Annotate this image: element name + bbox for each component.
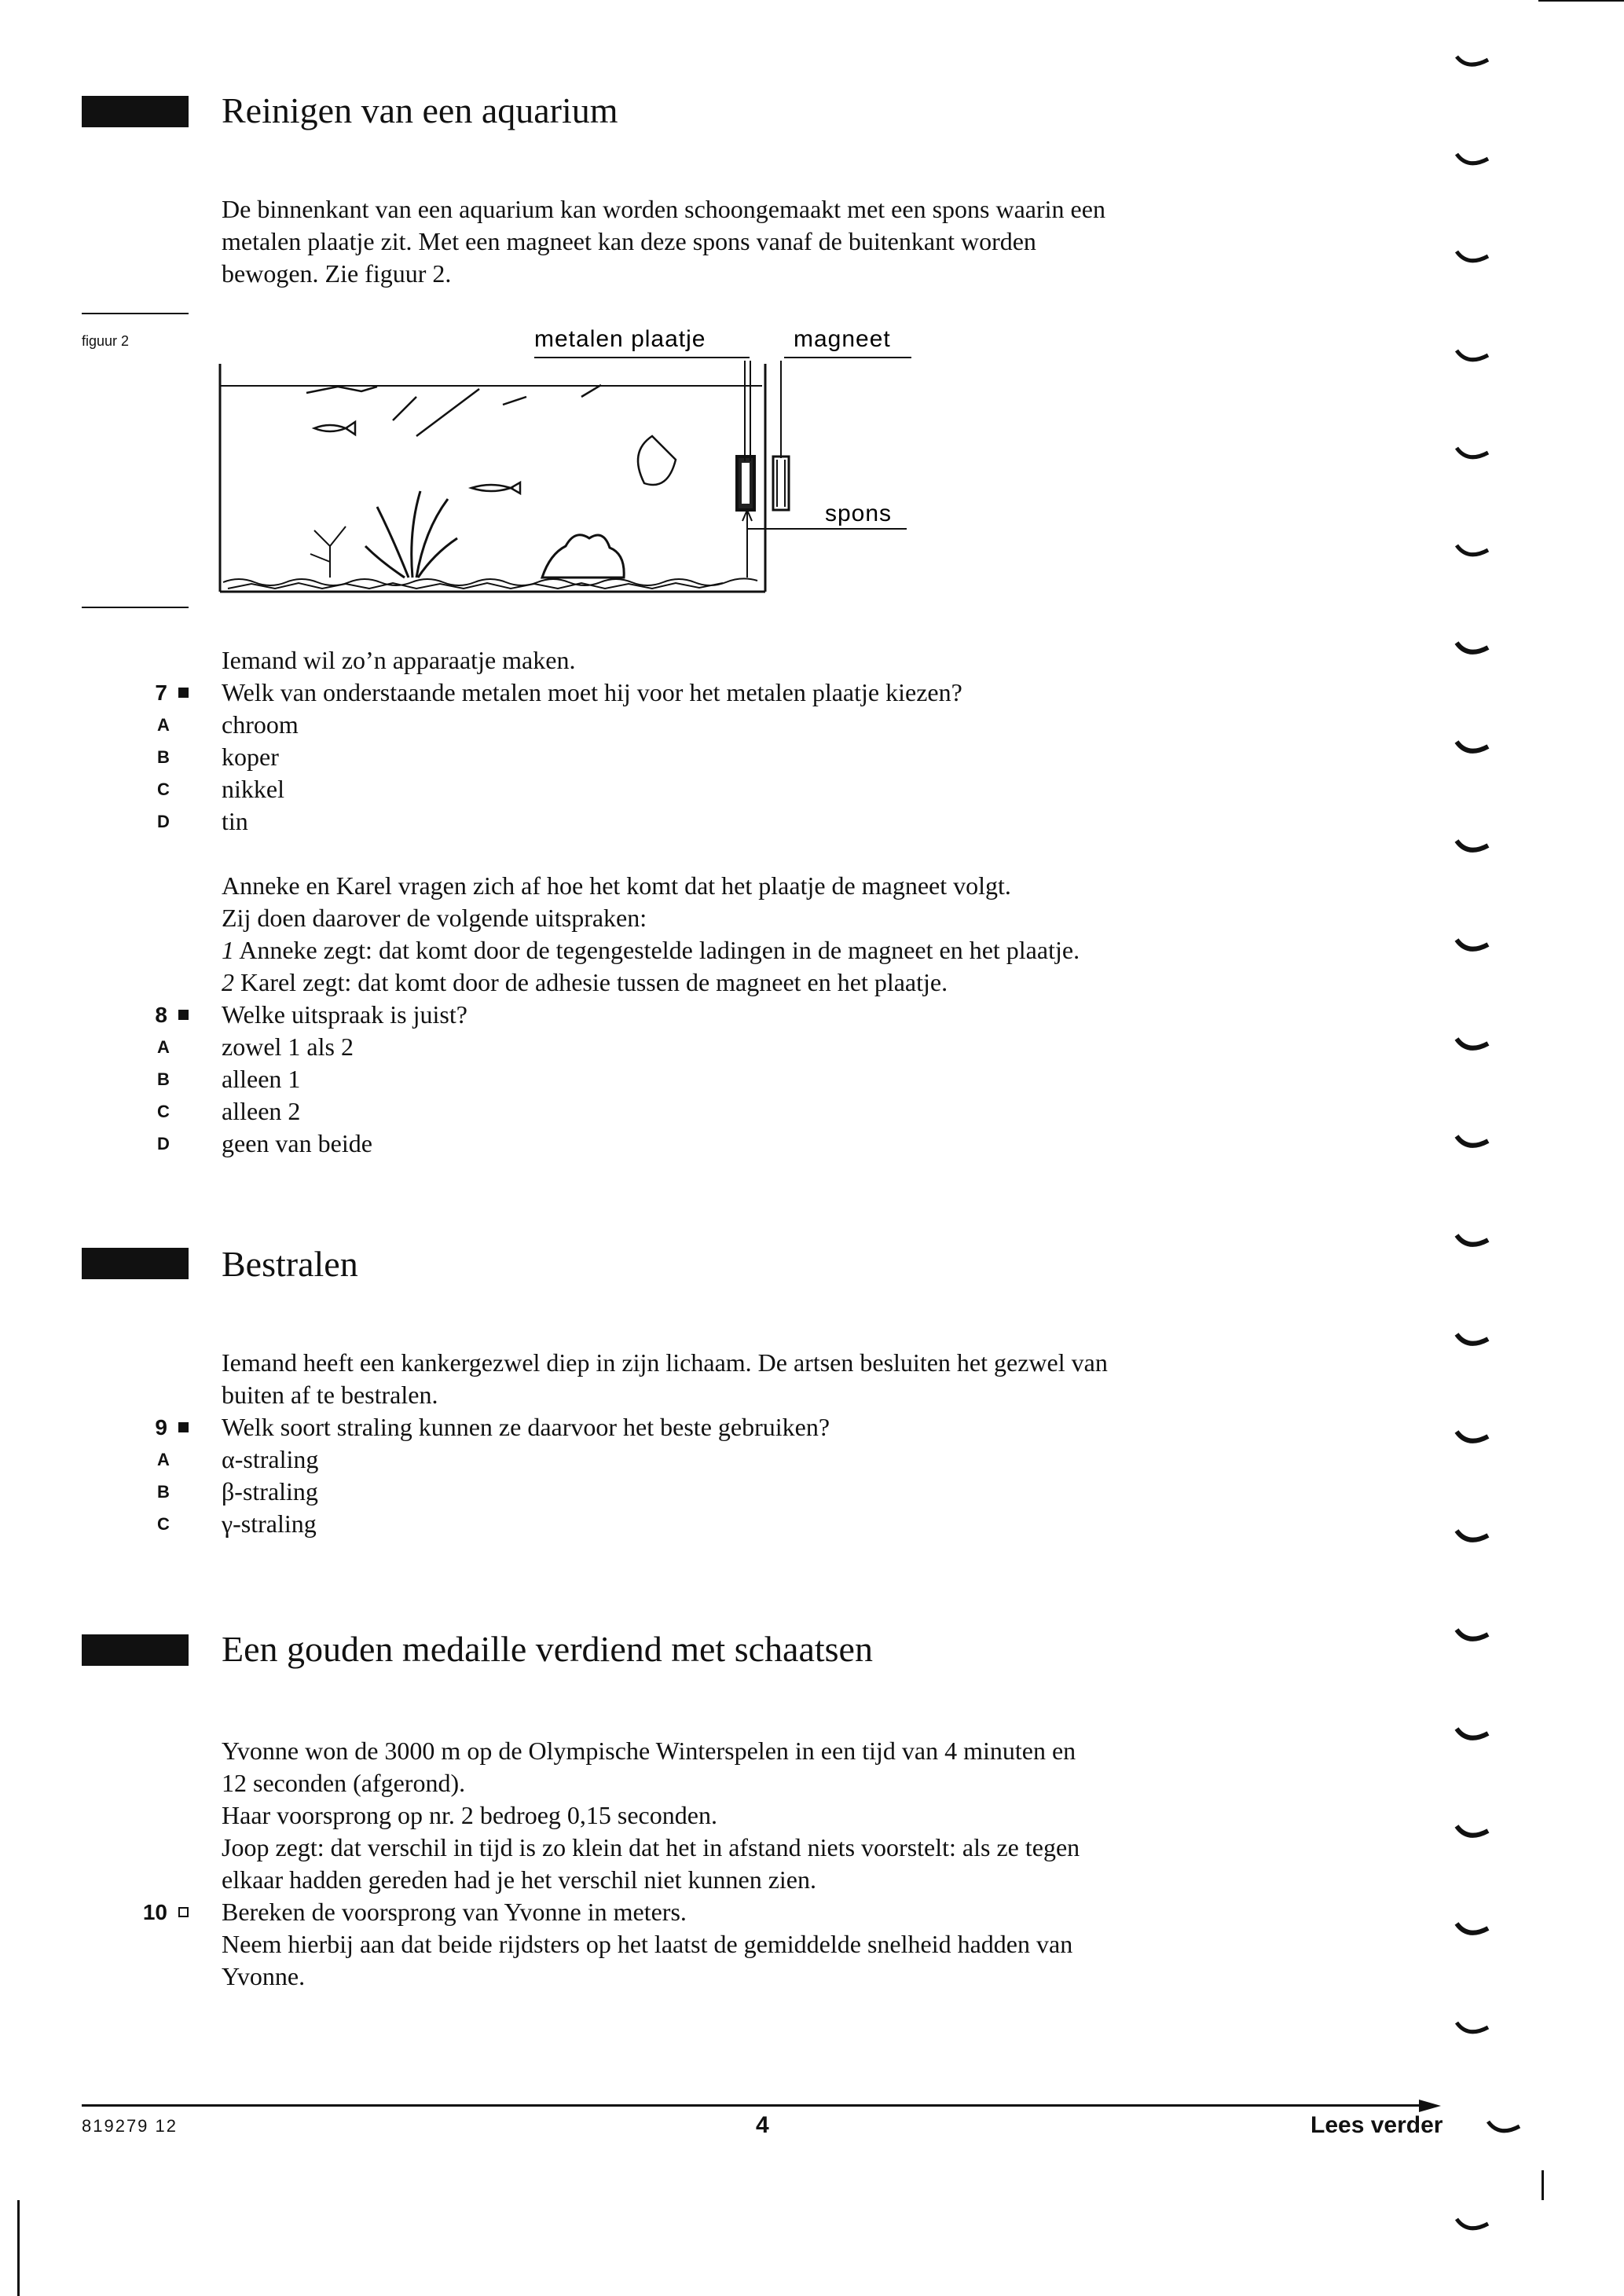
q9-option-a-letter: A bbox=[157, 1450, 170, 1469]
label-magnet: magneet bbox=[794, 326, 891, 352]
figure-label: figuur 2 bbox=[82, 333, 130, 349]
q9-option-b: β-straling bbox=[222, 1477, 318, 1506]
q9-option-b-letter: B bbox=[157, 1482, 170, 1502]
q7-option-a: chroom bbox=[222, 710, 299, 739]
check-mark-icon bbox=[1452, 148, 1493, 171]
check-mark-icon bbox=[1452, 1229, 1493, 1253]
check-mark-icon bbox=[1452, 1917, 1493, 1941]
q8-option-b-letter: B bbox=[157, 1069, 170, 1089]
check-mark-icon bbox=[1452, 344, 1493, 368]
q8-option-c: alleen 2 bbox=[222, 1097, 301, 1125]
water-plant bbox=[365, 491, 457, 578]
intro-line: Yvonne won de 3000 m op de Olympische Winterspelen in een tijd van 4 minuten en bbox=[222, 1737, 1076, 1765]
check-mark-icon bbox=[1452, 1722, 1493, 1746]
check-mark-icon bbox=[1452, 1820, 1493, 1843]
check-mark-icon bbox=[1452, 1328, 1493, 1352]
check-mark-icon bbox=[1452, 2016, 1493, 2040]
q9-option-c-letter: C bbox=[157, 1514, 170, 1534]
check-mark-icon bbox=[1452, 1623, 1493, 1647]
label-sponge: spons bbox=[825, 501, 893, 526]
check-mark-icon bbox=[1452, 735, 1493, 759]
section-title: Een gouden medaille verdiend met schaatsen bbox=[222, 1629, 873, 1669]
q8-option-a-letter: A bbox=[157, 1037, 170, 1057]
check-mark-icon bbox=[1452, 1425, 1493, 1449]
footer-rule bbox=[82, 2104, 1425, 2107]
q8-intro bbox=[222, 870, 1314, 999]
check-mark-icon bbox=[1452, 1524, 1493, 1548]
q8-option-b: alleen 1 bbox=[222, 1065, 301, 1093]
intro-paragraph bbox=[222, 193, 1314, 290]
statement-1: 1 Anneke zegt: dat komt door de tegengestelde ladingen in de magneet en het plaatje. bbox=[222, 936, 1080, 964]
q8-option-d: geen van beide bbox=[222, 1129, 372, 1157]
check-mark-icon bbox=[1452, 2213, 1493, 2236]
q8-option-d-letter: D bbox=[157, 1134, 170, 1154]
q8-question: Welke uitspraak is juist? bbox=[222, 1000, 467, 1029]
q7-option-b-letter: B bbox=[157, 747, 170, 767]
check-mark-icon bbox=[1452, 49, 1493, 72]
aquarium-tank bbox=[220, 364, 765, 592]
page-number: 4 bbox=[756, 2112, 769, 2138]
q10-line: Neem hierbij aan dat beide rijdsters op het laatst de gemiddelde snelheid hadden van bbox=[222, 1930, 1073, 1958]
check-mark-icon bbox=[1452, 834, 1493, 858]
q7-option-c-letter: C bbox=[157, 779, 170, 799]
check-mark-icon bbox=[1452, 245, 1493, 269]
q10-line: Bereken de voorsprong van Yvonne in meters. bbox=[222, 1898, 687, 1926]
intro-paragraph bbox=[222, 1735, 1314, 1896]
q7-question: Welk van onderstaande metalen moet hij voor het metalen plaatje kiezen? bbox=[222, 678, 962, 706]
intro-line: De binnenkant van een aquarium kan worden schoongemaakt met een spons waarin een bbox=[222, 195, 1105, 223]
intro-line: 12 seconden (afgerond). bbox=[222, 1769, 466, 1797]
q7-number: 7 bbox=[118, 677, 189, 709]
q7-option-b: koper bbox=[222, 743, 279, 771]
intro-line: Iemand heeft een kankergezwel diep in zijn lichaam. De artsen besluiten het gezwel van bbox=[222, 1348, 1108, 1377]
coral bbox=[310, 526, 346, 578]
q10-question bbox=[222, 1896, 1314, 1993]
rock bbox=[542, 535, 624, 578]
aquarium-figure bbox=[212, 318, 935, 601]
intro-line: Haar voorsprong op nr. 2 bedroeg 0,15 seconden. bbox=[222, 1801, 717, 1829]
leader-lines bbox=[742, 361, 907, 578]
q8-intro-line: Anneke en Karel vragen zich af hoe het komt dat het plaatje de magneet volgt. bbox=[222, 871, 1011, 900]
section-marker-bar bbox=[82, 96, 189, 127]
q7-intro: Iemand wil zo’n apparaatje maken. bbox=[222, 646, 576, 674]
q7-option-c: nikkel bbox=[222, 775, 284, 803]
scan-edge-mark bbox=[1542, 2170, 1544, 2200]
q8-intro-line: Zij doen daarover de volgende uitspraken: bbox=[222, 904, 647, 932]
intro-line: buiten af te bestralen. bbox=[222, 1381, 438, 1409]
next-page-label: Lees verder bbox=[1311, 2112, 1443, 2138]
q7-option-d: tin bbox=[222, 807, 248, 835]
q7-option-a-letter: A bbox=[157, 715, 170, 735]
q8-number: 8 bbox=[118, 999, 189, 1031]
section-marker-bar bbox=[82, 1634, 189, 1666]
q10-line: Yvonne. bbox=[222, 1962, 306, 1990]
intro-paragraph bbox=[222, 1347, 1314, 1411]
check-mark-icon bbox=[1452, 933, 1493, 957]
q9-question: Welk soort straling kunnen ze daarvoor het beste gebruiken? bbox=[222, 1413, 830, 1441]
section-title: Bestralen bbox=[222, 1244, 358, 1284]
check-mark-icon bbox=[1452, 442, 1493, 465]
figure-bottom-rule bbox=[82, 607, 189, 608]
q7-option-d-letter: D bbox=[157, 812, 170, 831]
footer-code: 819279 12 bbox=[82, 2116, 178, 2136]
intro-line: metalen plaatje zit. Met een magneet kan deze spons vanaf de buitenkant worden bbox=[222, 227, 1036, 255]
label-metal-plate: metalen plaatje bbox=[534, 326, 706, 352]
intro-line: Joop zegt: dat verschil in tijd is zo klein dat het in afstand niets voorstelt: als ze tegen bbox=[222, 1833, 1080, 1861]
section-marker-bar bbox=[82, 1248, 189, 1279]
statement-2: 2 Karel zegt: dat komt door de adhesie tussen de magneet en het plaatje. bbox=[222, 968, 948, 996]
section-title: Reinigen van een aquarium bbox=[222, 90, 618, 130]
q8-option-a: zowel 1 als 2 bbox=[222, 1032, 354, 1061]
check-mark-icon bbox=[1452, 539, 1493, 563]
gravel-bottom bbox=[223, 578, 757, 589]
q9-number: 9 bbox=[118, 1411, 189, 1443]
intro-line: bewogen. Zie figuur 2. bbox=[222, 259, 452, 288]
q9-option-a: α-straling bbox=[222, 1445, 319, 1473]
q10-number: 10 bbox=[118, 1896, 189, 1928]
check-mark-icon bbox=[1452, 1032, 1493, 1056]
scan-edge-mark bbox=[1538, 0, 1624, 2]
q8-option-c-letter: C bbox=[157, 1102, 170, 1121]
check-mark-icon bbox=[1452, 636, 1493, 660]
check-mark-icon bbox=[1483, 2115, 1524, 2139]
intro-line: elkaar hadden gereden had je het verschil niet kunnen zien. bbox=[222, 1865, 816, 1894]
check-mark-icon bbox=[1452, 1130, 1493, 1154]
fish-group bbox=[306, 385, 676, 493]
magnet bbox=[773, 457, 789, 510]
figure-top-rule bbox=[82, 313, 189, 314]
metal-plate bbox=[742, 463, 750, 504]
scan-edge-mark bbox=[17, 2200, 20, 2296]
q9-option-c: γ-straling bbox=[222, 1509, 317, 1538]
